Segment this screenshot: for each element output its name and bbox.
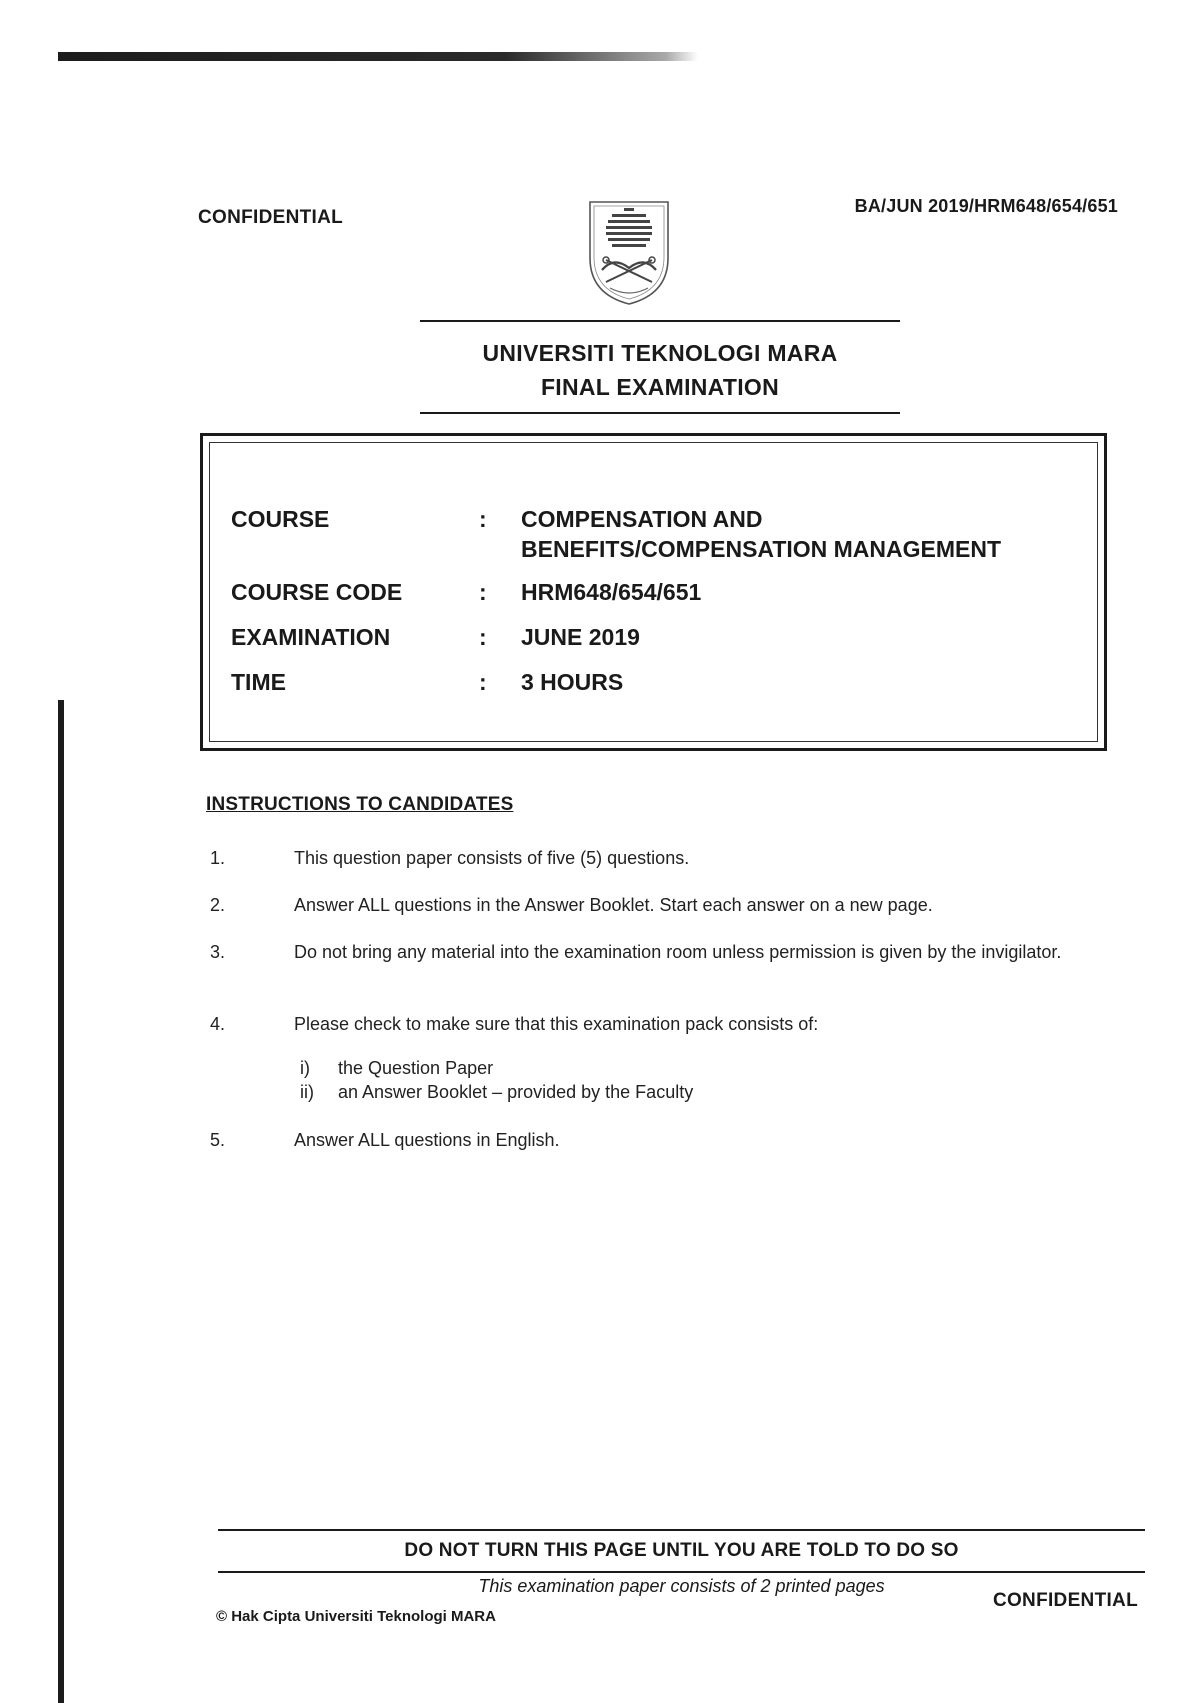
exam-type: FINAL EXAMINATION <box>540 374 780 400</box>
course-code-value: HRM648/654/651 <box>521 579 702 605</box>
time-value: 3 HOURS <box>521 669 624 695</box>
instruction-number: 2. <box>210 895 226 915</box>
course-label: COURSE <box>231 506 330 532</box>
instruction-text: Answer ALL questions in the Answer Booklet. Start each answer on a new page. <box>294 895 933 915</box>
course-colon: : <box>479 506 487 532</box>
examination-value: JUNE 2019 <box>521 624 640 650</box>
sub-list-number: i) <box>300 1058 310 1078</box>
university-crest-icon <box>584 198 674 308</box>
instruction-text: Do not bring any material into the examination room unless permission is given by the invigilator. <box>294 942 1062 962</box>
scan-edge-top <box>58 52 698 61</box>
university-name: UNIVERSITI TEKNOLOGI MARA <box>482 340 838 366</box>
footer-warning: DO NOT TURN THIS PAGE UNTIL YOU ARE TOLD TO DO SO <box>404 1540 959 1561</box>
course-code-colon: : <box>479 579 487 605</box>
instruction-text: Answer ALL questions in English. <box>294 1130 560 1150</box>
instruction-number: 1. <box>210 848 226 868</box>
course-value-line2: BENEFITS/COMPENSATION MANAGEMENT <box>521 536 1002 562</box>
course-value-line1: COMPENSATION AND <box>521 506 763 532</box>
confidential-label-top: CONFIDENTIAL <box>198 207 344 228</box>
examination-label: EXAMINATION <box>231 624 391 650</box>
course-code-label: COURSE CODE <box>231 579 403 605</box>
scan-edge-left <box>58 700 64 1703</box>
title-rule-bottom <box>420 412 900 414</box>
time-label: TIME <box>231 669 286 695</box>
time-colon: : <box>479 669 487 695</box>
instruction-number: 5. <box>210 1130 226 1150</box>
footer-rule-top <box>218 1529 1145 1531</box>
course-info-box <box>200 433 1107 751</box>
sub-list-text: an Answer Booklet – provided by the Faculty <box>338 1082 694 1102</box>
sub-list-text: the Question Paper <box>338 1058 494 1078</box>
paper-code: BA/JUN 2019/HRM648/654/651 <box>854 196 1118 216</box>
instruction-number: 4. <box>210 1014 226 1034</box>
instruction-text: Please check to make sure that this examination pack consists of: <box>294 1014 819 1034</box>
course-value <box>521 504 1081 564</box>
copyright-notice: © Hak Cipta Universiti Teknologi MARA <box>216 1608 496 1625</box>
title-rule-top <box>420 320 900 322</box>
instruction-number: 3. <box>210 942 226 962</box>
page-count-note: This examination paper consists of 2 printed pages <box>478 1576 885 1596</box>
instructions-heading: INSTRUCTIONS TO CANDIDATES <box>206 794 514 815</box>
footer-rule-bottom <box>218 1571 1145 1573</box>
examination-colon: : <box>479 624 487 650</box>
sub-list-number: ii) <box>300 1082 314 1102</box>
exam-title <box>420 336 900 404</box>
instruction-text: This question paper consists of five (5) questions. <box>294 848 690 868</box>
confidential-label-bottom: CONFIDENTIAL <box>992 1590 1138 1611</box>
